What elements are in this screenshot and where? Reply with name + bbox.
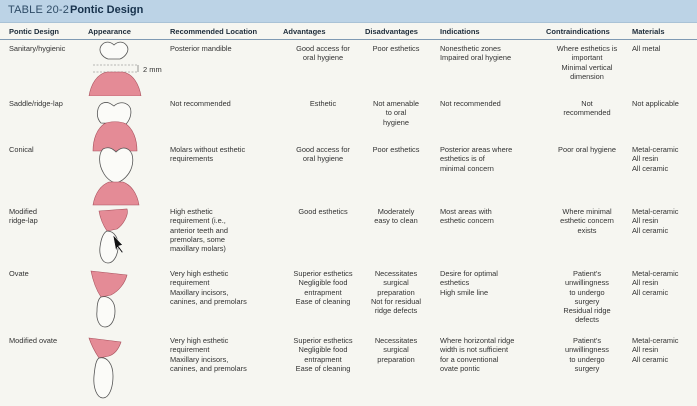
indications: Desire for optimal esthetics High smile line	[440, 269, 498, 297]
advantages: Superior esthetics Negligible food entrapment Ease of cleaning	[293, 269, 353, 306]
materials: Metal-ceramic All resin All ceramic	[632, 336, 679, 364]
recommended-location: Posterior mandible	[170, 44, 232, 53]
contraindications: Patient's unwillingness to undergo surgery Residual ridge defects	[563, 269, 611, 325]
modified-ovate-pontic-illustration	[85, 334, 145, 394]
table-title: Pontic Design	[70, 4, 144, 16]
materials: Metal-ceramic All resin All ceramic	[632, 269, 679, 297]
header-appearance: Appearance	[88, 27, 131, 36]
modified-ridge-lap-illustration	[85, 205, 145, 265]
header-materials: Materials	[632, 27, 665, 36]
pontic-design-name: Saddle/ridge-lap	[9, 99, 63, 108]
recommended-location: Molars without esthetic requirements	[170, 145, 246, 164]
header-recommended-location: Recommended Location	[170, 27, 258, 36]
indications: Nonesthetic zones Impaired oral hygiene	[440, 44, 512, 63]
contraindications: Where esthetics is important Minimal vertical dimension	[556, 44, 618, 81]
contraindications: Where minimal esthetic concern exists	[560, 207, 614, 235]
indications: Posterior areas where esthetics is of minimal concern	[440, 145, 513, 173]
advantages: Good access for oral hygiene	[296, 145, 350, 164]
table-title-bar	[0, 0, 697, 23]
advantages: Esthetic	[309, 99, 337, 108]
disadvantages: Poor esthetics	[372, 145, 420, 154]
header-disadvantages: Disadvantages	[365, 27, 418, 36]
pontic-design-name: Sanitary/hygienic	[9, 44, 66, 53]
contraindications: Patient's unwillingness to undergo surgery	[565, 336, 609, 373]
recommended-location: Very high esthetic requirement Maxillary incisors, canines, and premolars	[170, 269, 247, 306]
pontic-design-name: Ovate	[9, 269, 29, 278]
materials: Metal-ceramic All resin All ceramic	[632, 207, 679, 235]
table-header-row	[0, 22, 697, 40]
indications: Not recommended	[440, 99, 501, 108]
header-advantages: Advantages	[283, 27, 326, 36]
recommended-location: Not recommended	[170, 99, 231, 108]
contraindications: Poor oral hygiene	[558, 145, 616, 154]
advantages: Good esthetics	[298, 207, 348, 216]
header-indications: Indications	[440, 27, 480, 36]
disadvantages: Moderately easy to clean	[374, 207, 418, 226]
advantages: Good access for oral hygiene	[296, 44, 350, 63]
conical-pontic-illustration	[85, 145, 145, 205]
sanitary-pontic-illustration	[85, 40, 145, 100]
recommended-location: Very high esthetic requirement Maxillary incisors, canines, and premolars	[170, 336, 247, 373]
dimension-label: 2 mm	[143, 65, 162, 74]
header-contraindications: Contraindications	[546, 27, 610, 36]
disadvantages: Not amenable to oral hygiene	[372, 99, 419, 127]
disadvantages: Necessitates surgical preparation	[374, 336, 418, 364]
pontic-design-name: Modified ovate	[9, 336, 58, 345]
materials: Metal-ceramic All resin All ceramic	[632, 145, 679, 173]
disadvantages: Poor esthetics	[372, 44, 420, 53]
contraindications: Not recommended	[563, 99, 611, 118]
indications: Where horizontal ridge width is not sufficient for a conventional ovate pontic	[440, 336, 515, 373]
pontic-design-name: Modified ridge-lap	[9, 207, 38, 226]
table-number: TABLE 20-2	[8, 4, 70, 16]
recommended-location: High esthetic requirement (i.e., anterior teeth and premolars, some maxillary molars)	[170, 207, 228, 254]
pontic-design-name: Conical	[9, 145, 34, 154]
header-pontic-design: Pontic Design	[9, 27, 60, 36]
materials: All metal	[632, 44, 661, 53]
ovate-pontic-illustration	[85, 267, 145, 327]
advantages: Superior esthetics Negligible food entrapment Ease of cleaning	[293, 336, 353, 373]
materials: Not applicable	[632, 99, 679, 108]
indications: Most areas with esthetic concern	[440, 207, 494, 226]
disadvantages: Necessitates surgical preparation Not for residual ridge defects	[370, 269, 422, 316]
